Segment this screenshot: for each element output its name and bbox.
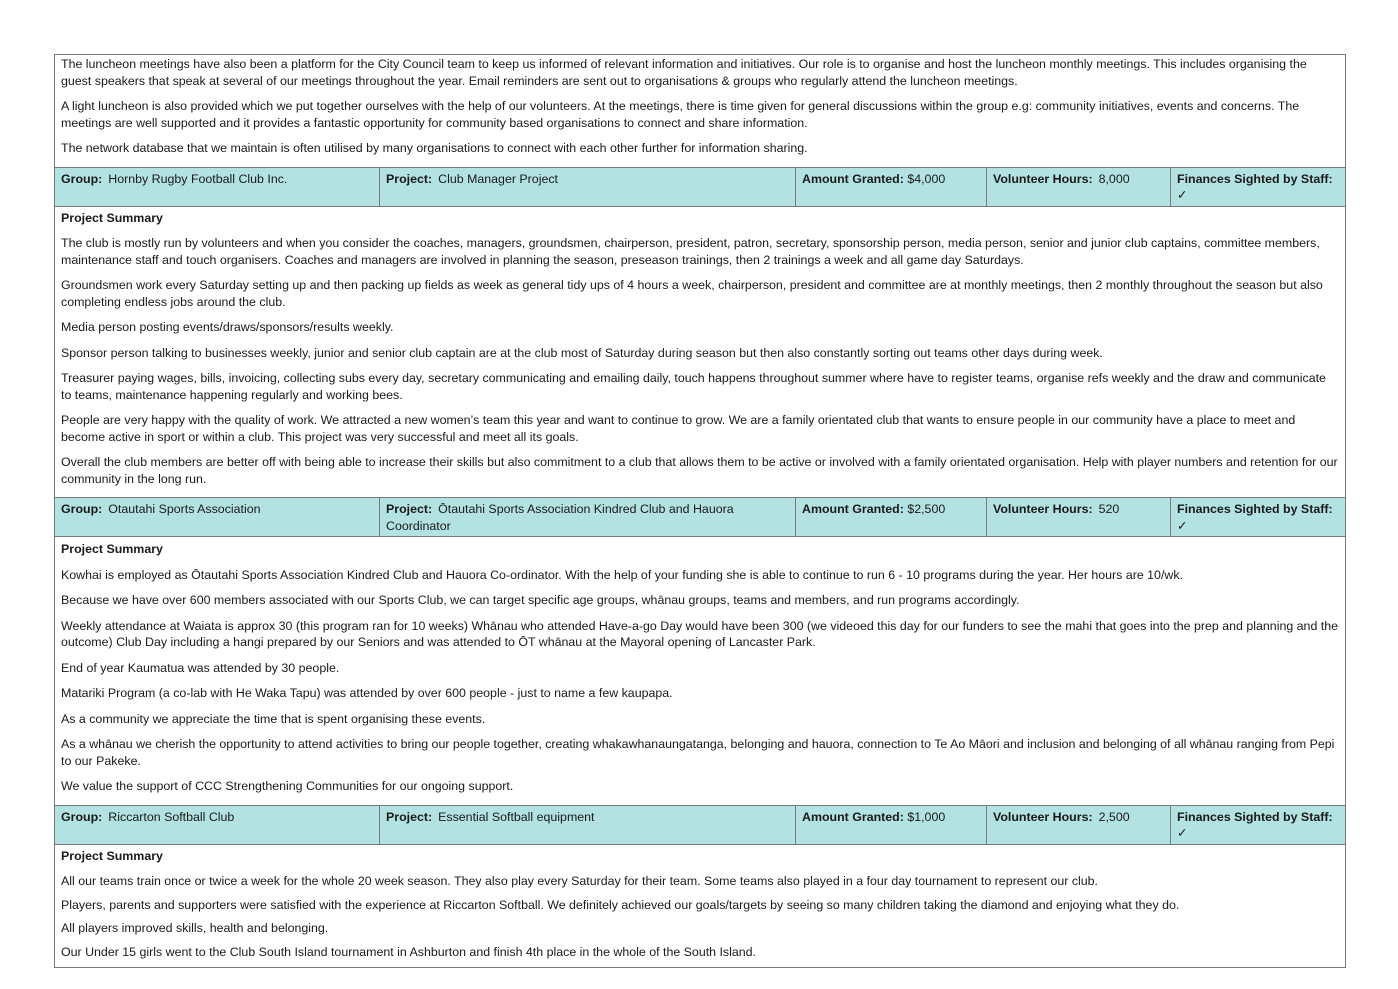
hours-value: 8,000 <box>1098 171 1130 186</box>
amount-cell <box>796 168 987 206</box>
project-cell <box>380 498 796 536</box>
project-summary-heading: Project Summary <box>61 210 163 225</box>
amount-label: Amount Granted: <box>802 171 904 186</box>
intro-paragraph: The luncheon meetings have also been a platform for the City Council team to keep us informed of relevant information and initiatives. Our role is to organise and host the luncheon monthly meetings. This includes organising the guest speakers that speak at several of our meetings throughout the year. Email reminders are sent out to organisations & groups who regularly attend the luncheon meetings. <box>61 57 1307 88</box>
summary-paragraph: As a community we appreciate the time that is spent organising these events. <box>61 711 486 726</box>
hours-label: Volunteer Hours: <box>993 171 1093 186</box>
hours-cell <box>987 168 1171 206</box>
group-cell <box>55 806 380 844</box>
summary-paragraph: As a whānau we cherish the opportunity to attend activities to bring our people together, creating whakawhanaungatanga, belonging and hauora, connection to Te Ao Māori and inclusion and belonging of all whānau ranging from Pepi to our Pakeke. <box>61 737 1335 768</box>
summary-paragraph: We value the support of CCC Strengthening Communities for our ongoing support. <box>61 779 514 793</box>
entry-header-row <box>55 498 1345 537</box>
hours-cell <box>987 806 1171 844</box>
summary-paragraph: Weekly attendance at Waiata is approx 30 (this program ran for 10 weeks) Whānau who attended Have-a-go Day would have been 300 (we videoed this day for our funders to see the mahi that goes into the prep and planning and the outcome) Club Day including a hangi prepared by our Seniors and was attended to ŌT whānau at the Mayoral opening of Lancaster Park. <box>61 618 1339 649</box>
finances-label: Finances Sighted by Staff: <box>1177 502 1333 516</box>
summary-paragraph: Groundsmen work every Saturday setting up and then packing up fields as week as general tidy ups of 4 hours a week, chairperson, president and committee are at monthly meetings, then 2 monthly throughout the season but also completing endless jobs around the club. <box>61 278 1323 309</box>
summary-paragraph: Media person posting events/draws/sponsors/results weekly. <box>61 320 394 334</box>
intro-paragraph: The network database that we maintain is often utilised by many organisations to connect with each other further for information sharing. <box>61 141 808 155</box>
summary-paragraph: Kowhai is employed as Ōtautahi Sports Association Kindred Club and Hauora Co-ordinator. With the help of your funding she is able to continue to run 6 - 10 programs during the year. Her hours are 10/wk. <box>61 567 1183 582</box>
finances-cell <box>1171 168 1345 206</box>
project-label: Project: <box>386 502 433 516</box>
summary-paragraph: All players improved skills, health and belonging. <box>61 921 329 935</box>
hours-value: 520 <box>1098 502 1120 516</box>
group-label: Group: <box>61 809 103 824</box>
summary-paragraph: People are very happy with the quality of work. We attracted a new women’s team this year and want to continue to grow. We are a family orientated club that wants to ensure people in our community have a place to meet and become active in sport or within a club. This project was very successful and meet all its goals. <box>61 413 1296 444</box>
hours-label: Volunteer Hours: <box>993 809 1093 824</box>
group-label: Group: <box>61 502 103 516</box>
grants-report-table <box>54 54 1346 968</box>
project-value: Ōtautahi Sports Association Kindred Club and Hauora Coordinator <box>386 502 734 533</box>
project-cell <box>380 168 796 206</box>
project-summary <box>55 207 1345 499</box>
summary-paragraph: Overall the club members are better off with being able to increase their skills but also commitment to a club that allows them to be active or involved with a family orientated organisation. Help with player numbers and retention for our community in the long run. <box>61 455 1338 486</box>
finances-label: Finances Sighted by Staff: <box>1177 809 1333 824</box>
group-value: Otautahi Sports Association <box>108 502 261 516</box>
checkmark-icon: ✓ <box>1177 518 1188 533</box>
hours-cell <box>987 498 1171 536</box>
amount-cell <box>796 498 987 536</box>
project-summary <box>55 537 1345 806</box>
group-cell <box>55 498 380 536</box>
project-summary <box>55 845 1345 961</box>
entry-header-row <box>55 168 1345 207</box>
amount-cell <box>796 806 987 844</box>
summary-paragraph: Treasurer paying wages, bills, invoicing, collecting subs every day, secretary communicating and emailing daily, touch happens throughout summer where have to register teams, organise refs weekly and the draw and communicate to teams, maintenance happening regularly and working bees. <box>61 371 1326 402</box>
amount-label: Amount Granted: <box>802 809 904 824</box>
checkmark-icon: ✓ <box>1177 188 1188 202</box>
amount-label: Amount Granted: <box>802 502 904 516</box>
project-value: Club Manager Project <box>438 171 558 186</box>
summary-paragraph: The club is mostly run by volunteers and when you consider the coaches, managers, groundsmen, chairperson, president, patron, secretary, sponsorship person, media person, senior and junior club captains, committee members, maintenance staff and touch organisers. Coaches and managers are involved in planning the season, preseason trainings, then 2 trainings a week and all game day Saturdays. <box>61 236 1320 267</box>
intro-paragraph: A light luncheon is also provided which we put together ourselves with the help of our volunteers. At the meetings, there is time given for general discussions within the group e.g: community initiatives, events and concerns. The meetings are well supported and it provides a fantastic opportunity for community based organisations to connect and share information. <box>61 99 1300 130</box>
group-value: Riccarton Softball Club <box>108 809 235 824</box>
project-cell <box>380 806 796 844</box>
group-cell <box>55 168 380 206</box>
entry-header-row <box>55 806 1345 845</box>
amount-value: $1,000 <box>907 809 946 824</box>
summary-paragraph: Because we have over 600 members associated with our Sports Club, we can target specific age groups, whānau groups, teams and members, and run programs accordingly. <box>61 593 1020 607</box>
hours-value: 2,500 <box>1098 809 1130 824</box>
summary-paragraph: Sponsor person talking to businesses weekly, junior and senior club captain are at the club most of Saturday during season but then also constantly sorting out teams other days during week. <box>61 345 1103 360</box>
summary-paragraph: Players, parents and supporters were satisfied with the experience at Riccarton Softball. We definitely achieved our goals/targets by seeing so many children taking the diamond and enjoying what they do. <box>61 897 1180 912</box>
project-label: Project: <box>386 809 433 824</box>
summary-paragraph: End of year Kaumatua was attended by 30 people. <box>61 660 340 675</box>
project-value: Essential Softball equipment <box>438 809 595 824</box>
hours-label: Volunteer Hours: <box>993 502 1093 516</box>
summary-paragraph: All our teams train once or twice a week for the whole 20 week season. They also play every Saturday for their team. Some teams also played in a four day tournament to represent our club. <box>61 874 1098 888</box>
finances-label: Finances Sighted by Staff: <box>1177 171 1333 186</box>
amount-value: $2,500 <box>907 502 946 516</box>
finances-cell <box>1171 498 1345 536</box>
finances-cell <box>1171 806 1345 844</box>
group-value: Hornby Rugby Football Club Inc. <box>108 171 288 186</box>
group-label: Group: <box>61 171 103 186</box>
summary-paragraph: Our Under 15 girls went to the Club South Island tournament in Ashburton and finish 4th place in the whole of the South Island. <box>61 944 756 959</box>
project-summary-heading: Project Summary <box>61 848 163 863</box>
summary-paragraph: Matariki Program (a co-lab with He Waka Tapu) was attended by over 600 people - just to name a few kaupapa. <box>61 686 673 700</box>
checkmark-icon: ✓ <box>1177 826 1188 840</box>
amount-value: $4,000 <box>907 171 946 186</box>
intro-summary <box>55 55 1345 168</box>
project-label: Project: <box>386 171 433 186</box>
project-summary-heading: Project Summary <box>61 542 163 556</box>
